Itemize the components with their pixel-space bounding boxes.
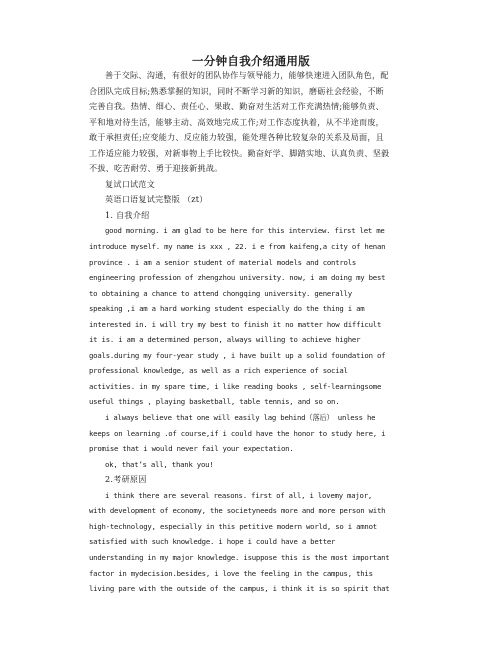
paragraph-line: activities. in my spare time, i like reading books , self-learningsome bbox=[89, 381, 382, 391]
paragraph-line: understanding in my major knowledge. isuppose this is the most important bbox=[89, 552, 390, 562]
paragraph-line: ok, that’s all, thank you! bbox=[105, 459, 214, 469]
paragraph-line: useful things , playing basketball, table tennis, and so on. bbox=[89, 397, 340, 407]
paragraph-line: speaking ,i am a hard working student especially do the thing i am bbox=[89, 304, 365, 314]
paragraph-line: interested in. i will try my best to finish it no matter how difficult bbox=[89, 319, 382, 329]
document-body bbox=[89, 68, 414, 597]
paragraph-line: good morning. i am glad to be here for this interview. first let me bbox=[105, 226, 385, 236]
paragraph-line: professional knowledge, as well as a rich experience of social bbox=[89, 366, 348, 376]
paragraph-line: i always believe that one will easily lag behind（落后） unless he bbox=[105, 413, 376, 423]
paragraph-line: it is. i am a determined person, always willing to achieve higher bbox=[89, 335, 361, 345]
document-title: 一分钟自我介绍通用版 bbox=[192, 54, 310, 68]
paragraph-line: 平和地对待生活，能够主动、高效地完成工作;对工作态度执着，从不半途而废， bbox=[89, 116, 385, 127]
section-heading: 2.考研原因 bbox=[105, 474, 147, 485]
paragraph-line: living pare with the outside of the campus, i think it is so spirit that bbox=[89, 584, 390, 594]
paragraph-line: 善于交际、沟通，有很好的团队协作与领导能力，能够快速进入团队角色，配 bbox=[105, 70, 389, 80]
section-heading: 复试口试范文 bbox=[105, 178, 156, 189]
paragraph-line: i think there are several reasons. first of all, i lovemy major, bbox=[105, 490, 373, 500]
paragraph-line: with development of economy, the societyneeds more and more person with bbox=[89, 506, 386, 516]
paragraph-line: keeps on learning .of course,if i could have the honor to study here, i bbox=[89, 428, 386, 438]
paragraph-line: 工作适应能力较强，对新事物上手比较快。勤奋好学、脚踏实地、认真负责、坚毅 bbox=[89, 147, 390, 158]
paragraph-line: province . i am a senior student of material models and controls bbox=[89, 257, 357, 267]
paragraph-line: introduce myself. my name is xxx , 22. i e from kaifeng,a city of henan bbox=[89, 242, 386, 252]
paragraph-line: engineering profession of zhengzhou university. now, i am doing my best bbox=[89, 273, 386, 283]
paragraph-line: high-technology, especially in this petitive modern world, so i amnot bbox=[89, 521, 377, 531]
paragraph-line: to obtaining a chance to attend chongqing university. generally bbox=[89, 288, 352, 298]
paragraph-line: 合团队完成目标;熟悉掌握的知识，同时不断学习新的知识，磨砺社会经验，不断 bbox=[89, 85, 385, 96]
paragraph-line: 不拔、吃苦耐劳、勇于迎接新挑战。 bbox=[89, 163, 223, 174]
paragraph-line: satisfied with such knowledge. i hope i could have a better bbox=[89, 537, 336, 547]
section-heading: 1. 自我介绍 bbox=[105, 209, 150, 220]
section-heading: 英语口语复试完整版 （zt） bbox=[105, 194, 208, 205]
paragraph-line: promise that i would never fail your expectation. bbox=[89, 444, 294, 454]
paragraph-line: goals.during my four-year study , i have built up a solid foundation of bbox=[89, 350, 386, 360]
paragraph-line: 完善自我。热情、细心、责任心、果敢、勤奋对生活对工作充满热情;能够负责、 bbox=[89, 101, 385, 112]
paragraph-line: factor in mydecision.besides, i love the feeling in the campus, this bbox=[89, 568, 373, 578]
paragraph-line: 敢于承担责任;应变能力、反应能力较强，能处理各种比较复杂的关系及局面，且 bbox=[89, 132, 385, 143]
